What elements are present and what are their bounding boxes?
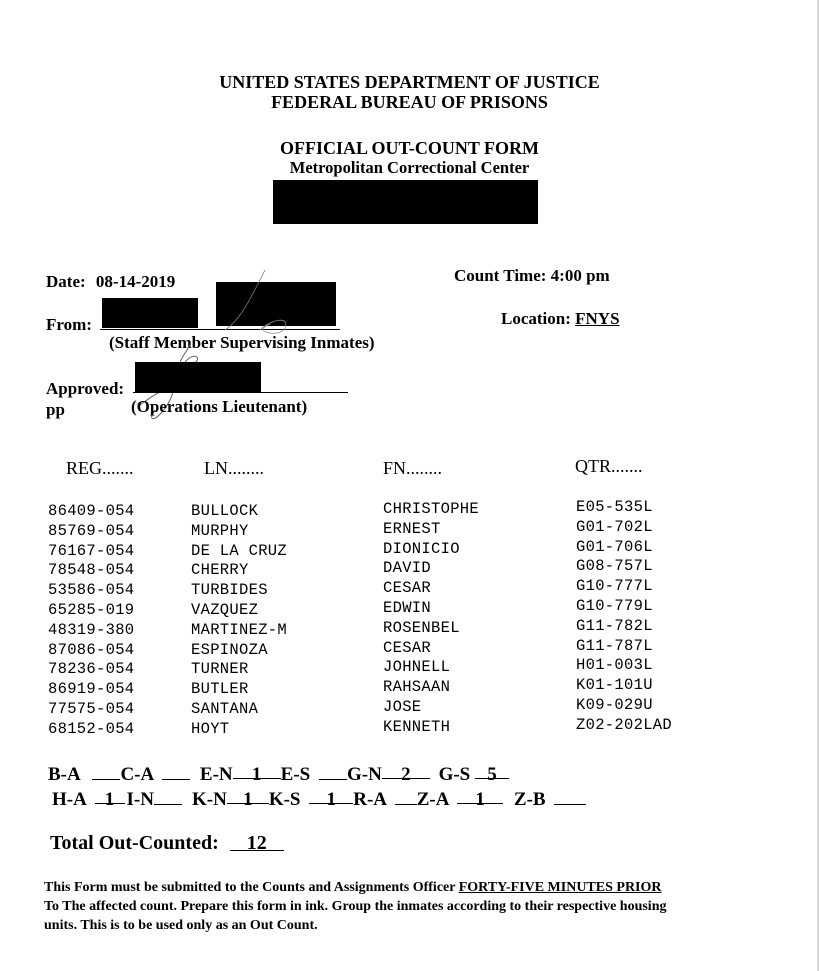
total-out-counted [50,832,284,855]
table-cell-qtr: K09-029U [576,695,653,714]
date-value: 08-14-2019 [95,272,176,291]
table-cell-reg: 78236-054 [48,660,135,679]
unit-count-blank [154,790,182,805]
table-cell-ln: HOYT [191,719,230,738]
col-header-ln: LN........ [204,458,264,478]
table-cell-reg: 65285-019 [48,600,135,619]
fn-column [383,500,479,738]
bureau-title: FEDERAL BUREAU OF PRISONS [271,92,548,112]
approved-label: Approved: [46,379,125,398]
table-cell-fn: CESAR [383,638,432,657]
unit-count-blank: 5 [475,764,509,779]
reg-column [48,502,134,740]
instructions [44,878,814,935]
unit-label: K-N [191,789,227,810]
unit-count-blank: 1 [309,789,353,804]
unit-counts-row-2 [52,789,586,811]
count-time-field [454,266,610,286]
unit-count-blank [554,790,586,805]
instructions-emphasis: FORTY-FIVE MINUTES PRIOR [458,880,662,895]
unit-count-blank [92,765,120,780]
facility-name: Metropolitan Correctional Center [289,158,530,177]
table-cell-reg: 86919-054 [48,680,135,699]
table-cell-reg: 85769-054 [48,521,135,540]
qtr-column [576,498,672,736]
table-cell-ln: MARTINEZ-M [191,620,288,639]
unit-label: C-A [120,764,154,785]
unit-label: H-A [52,789,86,810]
unit-count-blank: 1 [457,789,503,804]
table-cell-ln: DE LA CRUZ [191,541,288,560]
table-cell-qtr: Z02-202LAD [576,715,673,734]
table-cell-ln: CHERRY [191,561,249,580]
col-header-fn: FN........ [383,458,443,478]
table-cell-fn: ERNEST [383,519,441,538]
location-value: FNYS [575,309,620,328]
unit-label: E-S [280,764,311,785]
unit-label: B-A [48,764,80,785]
table-cell-reg: 77575-054 [48,699,135,718]
instructions-line-2: To The affected count. Prepare this form in ink. Group the inmates according to their respective housing [44,899,667,914]
table-cell-reg: 78548-054 [48,561,135,580]
count-time-label: Count Time: [454,266,547,285]
table-cell-fn: JOHNELL [383,658,451,677]
table-cell-fn: EDWIN [383,598,432,617]
unit-label: I-N [126,789,154,810]
table-cell-reg: 86409-054 [48,502,135,520]
table-cell-qtr: G08-757L [576,557,653,576]
table-cell-ln: ESPINOZA [191,640,268,659]
col-header-reg: REG....... [66,458,134,478]
unit-label: Z-A [416,789,449,810]
date-label: Date: [46,272,86,291]
table-cell-fn: KENNETH [383,717,451,736]
col-header-qtr: QTR....... [575,456,643,476]
table-cell-reg: 68152-054 [48,719,135,738]
table-cell-qtr: G10-777L [576,577,653,596]
table-cell-qtr: G01-706L [576,537,653,556]
table-cell-reg: 87086-054 [48,640,135,659]
table-cell-qtr: G01-702L [576,517,653,536]
table-cell-ln: MURPHY [191,521,249,540]
unit-count-blank [395,790,417,805]
location-field [501,309,628,329]
unit-count-blank: 2 [382,764,430,779]
table-cell-fn: CHRISTOPHE [383,500,480,518]
table-cell-ln: TURNER [191,660,249,679]
unit-label: K-S [268,789,301,810]
unit-count-blank: 1 [233,764,281,779]
table-cell-qtr: K01-101U [576,676,653,695]
lieutenant-caption: (Operations Lieutenant) [131,397,308,416]
unit-count-blank: 1 [95,789,125,804]
table-cell-fn: CESAR [383,579,432,598]
table-cell-fn: JOSE [383,697,422,716]
staff-caption: (Staff Member Supervising Inmates) [109,333,375,352]
table-cell-reg: 53586-054 [48,581,135,600]
count-time-value: 4:00 pm [550,266,610,285]
form-title: OFFICIAL OUT-COUNT FORM [279,138,540,158]
agency-title: UNITED STATES DEPARTMENT OF JUSTICE [219,72,600,92]
total-value: 12 [230,832,284,851]
table-cell-ln: BULLOCK [191,502,259,520]
unit-count-blank: 1 [227,789,269,804]
unit-count-blank [319,765,347,780]
instructions-line-1: This Form must be submitted to the Counts and Assignments Officer [44,880,459,895]
table-cell-fn: ROSENBEL [383,618,460,637]
table-cell-reg: 76167-054 [48,541,135,560]
unit-label: Z-B [513,789,546,810]
total-label: Total Out-Counted: [50,832,219,854]
table-cell-qtr: G11-787L [576,636,653,655]
location-label: Location: [501,309,571,328]
unit-label: R-A [353,789,386,810]
table-cell-ln: SANTANA [191,699,259,718]
unit-label: E-N [199,764,233,785]
table-cell-ln: VAZQUEZ [191,600,259,619]
table-cell-qtr: E05-535L [576,498,653,516]
ln-column [191,502,287,740]
table-cell-qtr: G11-782L [576,616,653,635]
table-cell-qtr: G10-779L [576,596,653,615]
pp-label: pp [46,400,65,419]
instructions-line-3: units. This is to be used only as an Out Count. [44,918,318,933]
table-cell-reg: 48319-380 [48,620,135,639]
unit-label: G-N [346,764,382,785]
unit-count-blank [162,765,190,780]
table-cell-fn: DAVID [383,559,432,578]
unit-counts-row-1 [48,764,509,786]
unit-label: G-S [438,764,471,785]
table-cell-ln: TURBIDES [191,581,268,600]
redaction-block [135,362,261,393]
table-cell-fn: DIONICIO [383,539,460,558]
redaction-block [273,180,538,224]
table-cell-qtr: H01-003L [576,656,653,675]
table-cell-ln: BUTLER [191,680,249,699]
table-cell-fn: RAHSAAN [383,678,451,697]
from-label: From: [46,315,92,334]
